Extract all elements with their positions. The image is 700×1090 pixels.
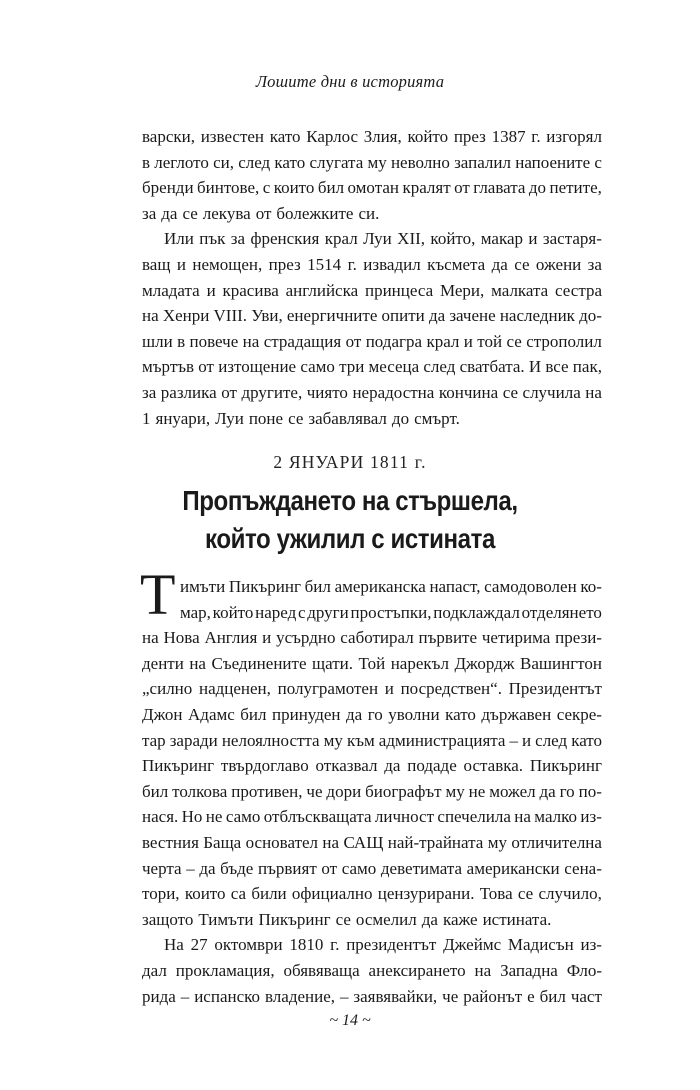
text-line: защото Тимъти Пикъринг се осмелил да каже истината. bbox=[142, 909, 552, 929]
section-date: 2 ЯНУАРИ 1811 г. bbox=[273, 452, 427, 472]
text-line: на Хенри VIII. Уви, енергичните опити да зачене наследник до- bbox=[142, 306, 602, 326]
text-line: за да се лекува от болежките си. bbox=[142, 203, 380, 223]
text-line: в леглото си, след като слугата му неволно запалил напоените с bbox=[142, 152, 602, 172]
text-line: за разлика от другите, чиято нерадостна кончина се случила на bbox=[142, 382, 602, 402]
section-title-line-1: Пропъждането на стършела, bbox=[182, 485, 518, 516]
text-line: вестния Баща основател на САЩ най-трайната му отличителна bbox=[142, 832, 602, 852]
section-title-line-2: който ужилил с истината bbox=[205, 523, 495, 554]
text-line: бренди бинтове, с които бил омотан кралят от главата до петите, bbox=[142, 178, 602, 198]
text-line: рида – испанско владение, – заявявайки, че районът е бил част bbox=[142, 986, 602, 1006]
text-line: имъти Пикъринг бил американска напаст, самодоволен ко- bbox=[180, 577, 602, 596]
text-line: младата и красива английска принцеса Мери, малката сестра bbox=[142, 280, 602, 300]
text-line: 1 януари, Луи поне се забавлявал до смърт. bbox=[142, 408, 460, 428]
text-line: мъртъв от изтощение само три месеца след сватбата. И все пак, bbox=[142, 357, 602, 377]
text-line: ващ и немощен, през 1514 г. извадил късмета да се ожени за bbox=[142, 254, 602, 274]
paragraph-block-bottom bbox=[142, 574, 602, 1009]
text-line: тар заради нелоялността му към администрацията – и след като bbox=[142, 730, 602, 750]
section-title bbox=[49, 482, 651, 558]
text-line: шли в повече на страдащия от подагра крал и той се строполил bbox=[142, 331, 602, 351]
text-line: тори, които са били официално цензурирани. Това се случило, bbox=[142, 884, 602, 904]
text-line: черта – да бъде първият от само деветимата американски сена- bbox=[142, 858, 602, 878]
drop-cap: Т bbox=[140, 562, 176, 627]
text-line: нася. Но не само отблъскващата личност спечелила на малко из- bbox=[142, 807, 602, 827]
text-line: бил толкова противен, че дори биографът му не можел да го по- bbox=[142, 781, 602, 801]
text-line: Или пък за френския крал Луи XII, който, макар и застаря- bbox=[164, 229, 602, 249]
text-line: варски, известен като Карлос Злия, който през 1387 г. изгорял bbox=[142, 127, 602, 146]
text-line: Пикъринг твърдоглаво отказвал да подаде оставка. Пикъринг bbox=[142, 756, 602, 776]
page-number: ~ 14 ~ bbox=[329, 1012, 371, 1029]
text-line: на Нова Англия и усърдно саботирал първите четирима прези- bbox=[142, 628, 602, 648]
text-line: мар, който наред с други простъпки, подклаждал отделянето bbox=[180, 602, 602, 622]
text-line: денти на Съединените щати. Той нарекъл Джордж Вашингтон bbox=[142, 653, 602, 673]
running-head: Лошите дни в историята bbox=[255, 72, 445, 91]
text-line: „силно надценен, полуграмотен и посредствен“. Президентът bbox=[142, 679, 602, 699]
text-line: На 27 октомври 1810 г. президентът Джеймс Мадисън из- bbox=[164, 935, 602, 955]
text-line: Джон Адамс бил принуден да го уволни като държавен секре- bbox=[142, 704, 602, 724]
paragraph-block-top bbox=[142, 124, 602, 431]
text-line: дал прокламация, обявяваща анексирането на Западна Фло- bbox=[142, 960, 602, 980]
